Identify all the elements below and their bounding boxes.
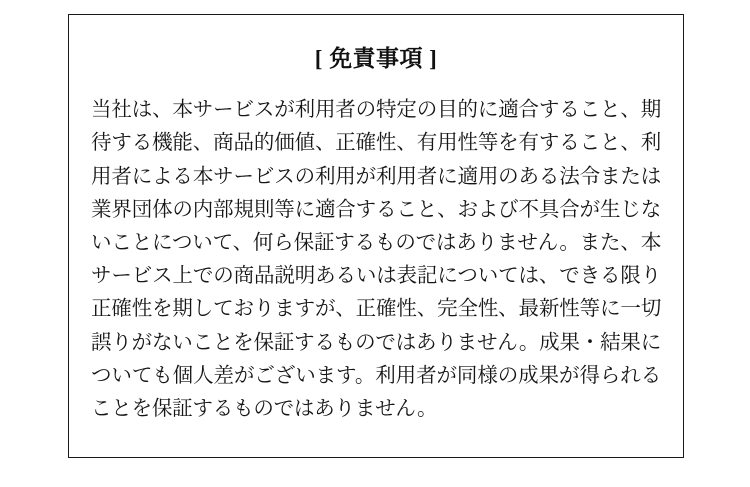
disclaimer-title: [ 免責事項 ] xyxy=(314,46,438,71)
disclaimer-box xyxy=(68,14,684,458)
disclaimer-body-text: 当社は、本サービスが利用者の特定の目的に適合すること、期待する機能、商品的価値、正確性、有用性等を有すること、利用者による本サービスの利用が利用者に適用のある法令または業界団体の内部規則等に適合すること、および不具合が生じないことについて、何ら保証するものではありません。また、本サービス上での商品説明あるいは表記については、できる限り正確性を期しておりますが、正確性、完全性、最新性等に一切誤りがないことを保証するものではありません。成果・結果についても個人差がございます。利用者が同様の成果が得られることを保証するものではありません。 xyxy=(91,98,661,420)
